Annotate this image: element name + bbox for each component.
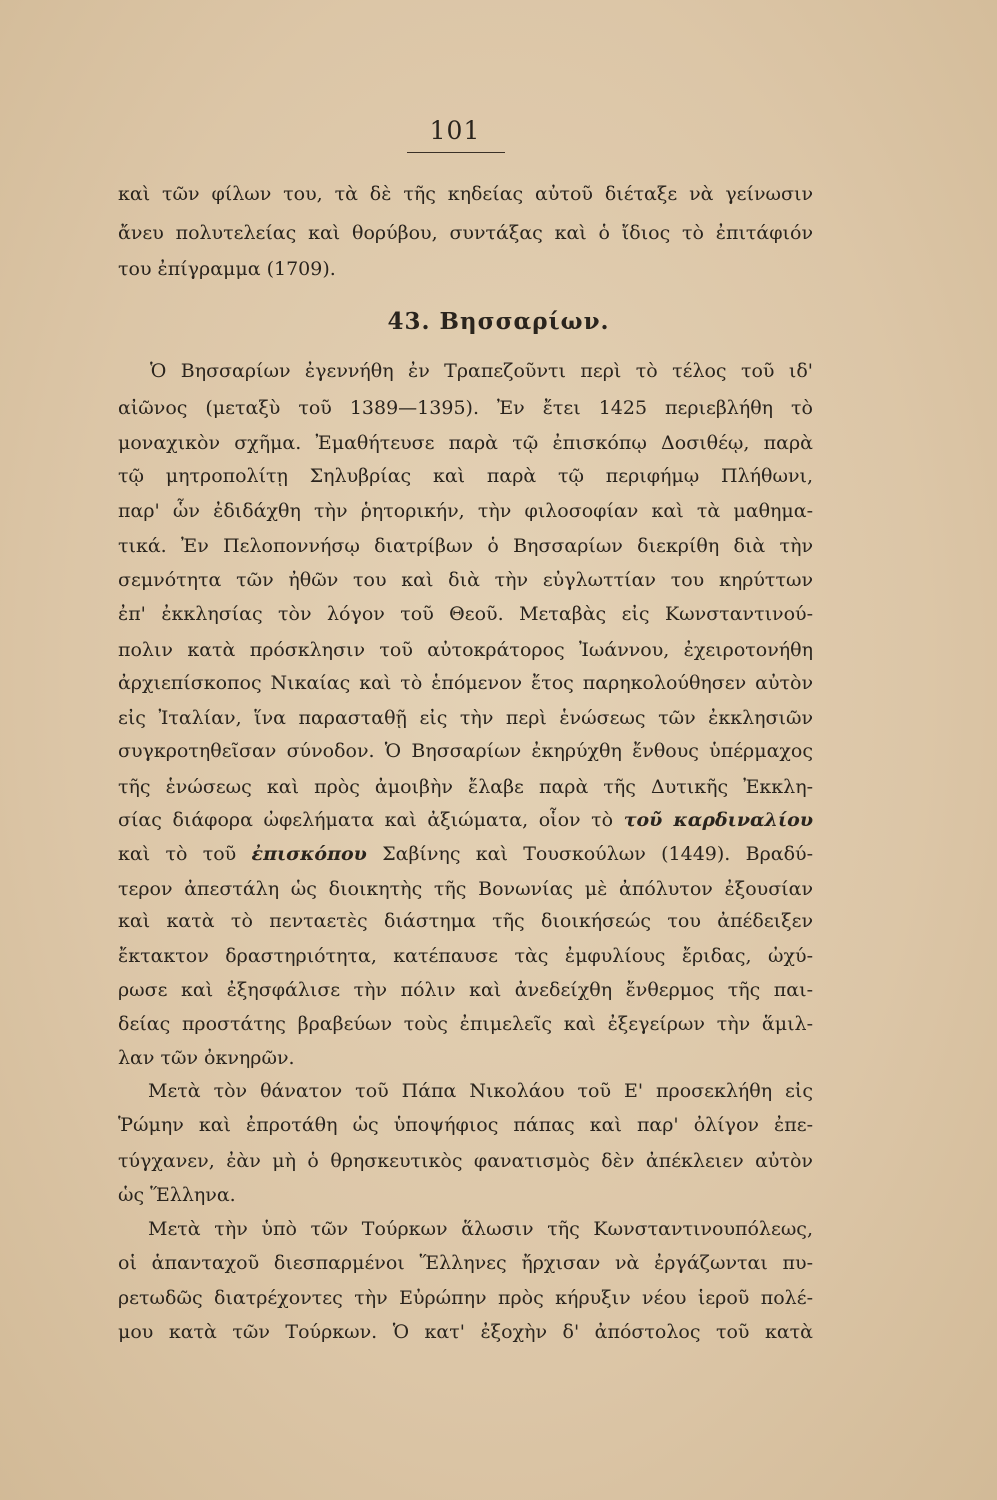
text-line-31: ρετωδῶς διατρέχοντες τὴν Εὐρώπην πρὸς κήρυξιν νέου ἱεροῦ πολέ- [118, 1287, 813, 1309]
text-line-30: οἱ ἁπανταχοῦ διεσπαρμένοι Ἕλληνες ἤρχισαν νὰ ἐργάζωνται πυ- [118, 1252, 813, 1274]
text-line-24: λαν τῶν ὀκνηρῶν. [118, 1047, 295, 1069]
text-line-19: τερον ἀπεστάλη ὡς διοικητὴς τῆς Βονωνίας μὲ ἀπόλυτον ἐξουσίαν [118, 878, 813, 900]
text-line-13: ἀρχιεπίσκοπος Νικαίας καὶ τὸ ἑπόμενον ἔτος παρηκολούθησεν αὐτὸν [118, 672, 813, 694]
section-heading: 43. Βησσαρίων. [387, 308, 610, 335]
text-line-18-rest: Σαβίνης καὶ Τουσκούλων (1449). Βραδύ- [382, 843, 814, 865]
text-line-1: καὶ τῶν φίλων του, τὰ δὲ τῆς κηδείας αὐτοῦ διέταξε νὰ γείνωσιν [118, 183, 813, 205]
text-line-29: Μετὰ τὴν ὑπὸ τῶν Τούρκων ἅλωσιν τῆς Κωνσταντινουπόλεως, [148, 1218, 813, 1240]
text-line-10: σεμνότητα τῶν ἠθῶν του καὶ διὰ τὴν εὐγλωττίαν του κηρύττων [118, 569, 813, 591]
text-line-17-plain: σίας διάφορα ὠφελήματα καὶ ἀξιώματα, οἷον τὸ [118, 809, 614, 831]
text-line-11: ἐπ' ἐκκλησίας τὸν λόγον τοῦ Θεοῦ. Μεταβὰς εἰς Κωνσταντινού- [118, 603, 813, 625]
text-line-21: ἔκτακτον δραστηριότητα, κατέπαυσε τὰς ἐμφυλίους ἔριδας, ὠχύ- [118, 945, 813, 967]
text-line-32: μου κατὰ τῶν Τούρκων. Ὁ κατ' ἐξοχὴν δ' ἀπόστολος τοῦ κατὰ [118, 1321, 813, 1343]
text-line-17 [118, 806, 813, 834]
text-line-9: τικά. Ἐν Πελοποννήσῳ διατρίβων ὁ Βησσαρίων διεκρίθη διὰ τὴν [118, 535, 813, 557]
text-line-23: δείας προστάτης βραβεύων τοὺς ἐπιμελεῖς καὶ ἐξεγείρων τὴν ἅμιλ- [118, 1013, 813, 1035]
page-number: 101 [429, 116, 481, 145]
text-line-25: Μετὰ τὸν θάνατον τοῦ Πάπα Νικολάου τοῦ Ε' προσεκλήθη εἰς [148, 1080, 813, 1102]
text-line-12: πολιν κατὰ πρόσκλησιν τοῦ αὐτοκράτορος Ἰωάννου, ἐχειροτονήθη [118, 639, 813, 661]
text-line-20: καὶ κατὰ τὸ πενταετὲς διάστημα τῆς διοικήσεώς του ἀπέδειξεν [118, 910, 813, 932]
text-line-18 [118, 840, 813, 868]
text-line-28: ὡς Ἕλληνα. [118, 1184, 236, 1206]
text-line-15: συγκροτηθεῖσαν σύνοδον. Ὁ Βησσαρίων ἐκηρύχθη ἔνθους ὑπέρμαχος [118, 740, 813, 762]
text-line-5: αἰῶνος (μεταξὺ τοῦ 1389—1395). Ἐν ἔτει 1425 περιεβλήθη τὸ [118, 397, 813, 419]
text-line-3: του ἐπίγραμμα (1709). [118, 258, 336, 280]
text-line-2: ἄνευ πολυτελείας καὶ θορύβου, συντάξας καὶ ὁ ἴδιος τὸ ἐπιτάφιόν [118, 222, 813, 244]
text-line-6: μοναχικὸν σχῆμα. Ἐμαθήτευσε παρὰ τῷ ἐπισκόπῳ Δοσιθέῳ, παρὰ [118, 432, 813, 454]
text-line-17-emphasis: τοῦ καρδιναλίου [623, 809, 814, 831]
text-line-26: Ῥώμην καὶ ἐπροτάθη ὡς ὑποψήφιος πάπας καὶ παρ' ὀλίγον ἐπε- [118, 1114, 813, 1136]
text-line-8: παρ' ὧν ἐδιδάχθη τὴν ῥητορικήν, τὴν φιλοσοφίαν καὶ τὰ μαθημα- [118, 500, 813, 522]
text-line-7: τῷ μητροπολίτῃ Σηλυβρίας καὶ παρὰ τῷ περιφήμῳ Πλήθωνι, [118, 465, 813, 487]
text-line-18-plain: καὶ τὸ τοῦ [118, 843, 237, 865]
text-line-4: Ὁ Βησσαρίων ἐγεννήθη ἐν Τραπεζοῦντι περὶ τὸ τέλος τοῦ ιδ' [150, 360, 813, 382]
text-line-16: τῆς ἑνώσεως καὶ πρὸς ἀμοιβὴν ἔλαβε παρὰ τῆς Δυτικῆς Ἐκκλη- [118, 776, 813, 798]
text-line-22: ρωσε καὶ ἐξησφάλισε τὴν πόλιν καὶ ἀνεδείχθη ἔνθερμος τῆς παι- [118, 979, 813, 1001]
text-line-14: εἰς Ἰταλίαν, ἵνα παρασταθῇ εἰς τὴν περὶ ἑνώσεως τῶν ἐκκλησιῶν [118, 707, 813, 729]
page-number-rule [407, 152, 505, 153]
text-line-18-emphasis: ἐπισκόπου [251, 843, 367, 865]
text-line-27: τύγχανεν, ἐὰν μὴ ὁ θρησκευτικὸς φανατισμὸς δὲν ἀπέκλειεν αὐτὸν [118, 1150, 813, 1172]
